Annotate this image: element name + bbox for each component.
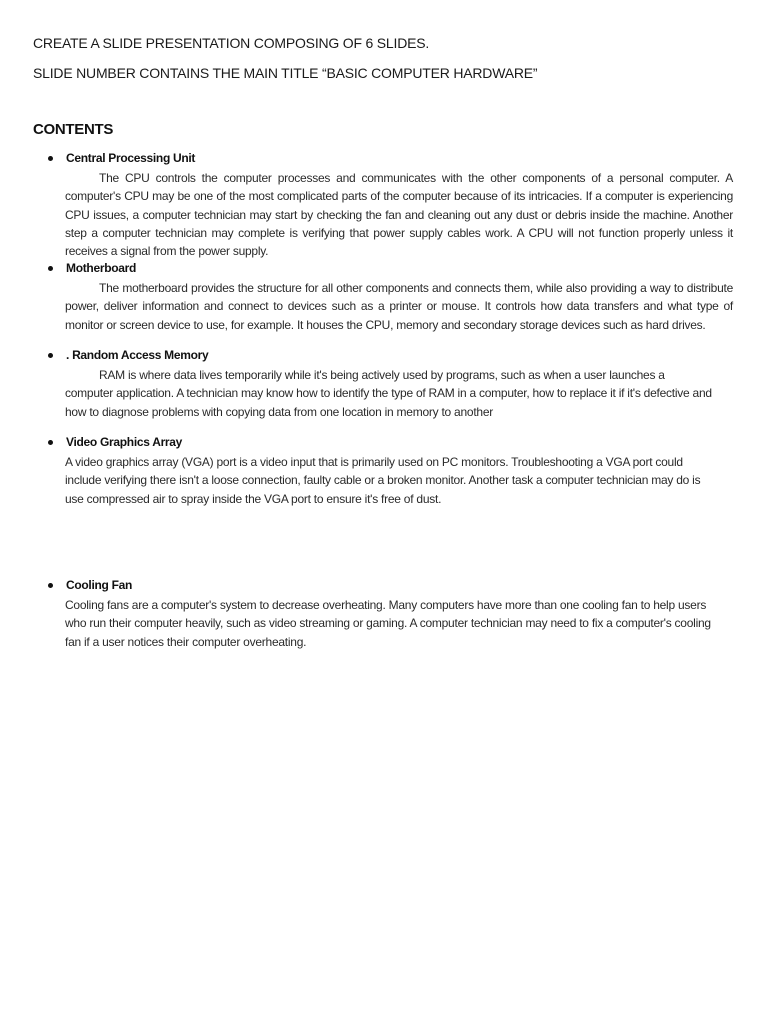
bullet-icon [48, 440, 53, 445]
item-title: Motherboard [66, 261, 137, 275]
item-body: RAM is where data lives temporarily while it's being actively used by programs, such as when a user launches a computer application. A technician may know how to identify the type of RAM in a computer, how to replace it if it's defective and how to diagnose problems with copying data from one location in memory to another [65, 368, 712, 419]
bullet-icon [48, 266, 53, 271]
item-body: The CPU controls the computer processes and communicates with the other components of a personal computer. A computer's CPU may be one of the most complicated parts of the computer because of its intricacies. If a computer is experiencing CPU issues, a computer technician may start by checking the fan and cleaning out any dust or debris inside the machine. Another step a computer technician may complete is verifying that power supply cables work. A CPU will not function properly unless it receives a signal from the power supply. [65, 171, 733, 259]
item-title: . Random Access Memory [66, 348, 209, 362]
instruction-line-2: SLIDE NUMBER CONTAINS THE MAIN TITLE “BASIC COMPUTER HARDWARE” [33, 65, 538, 81]
bullet-icon [48, 353, 53, 358]
item-title: Cooling Fan [66, 578, 133, 592]
item-title: Video Graphics Array [66, 435, 183, 449]
bullet-icon [48, 583, 53, 588]
item-title: Central Processing Unit [66, 151, 196, 165]
instruction-line-1: CREATE A SLIDE PRESENTATION COMPOSING OF 6 SLIDES. [33, 35, 430, 51]
item-body: A video graphics array (VGA) port is a video input that is primarily used on PC monitors. Troubleshooting a VGA port could include verifying there isn't a loose connection, faulty cable or a broken monitor. Another task a computer technician may do is use compressed air to spray inside the VGA port to ensure it's free of dust. [65, 455, 701, 506]
contents-heading: CONTENTS [33, 121, 114, 138]
item-body: Cooling fans are a computer's system to decrease overheating. Many computers have more than one cooling fan to help users who run their computer heavily, such as video streaming or gaming. A computer technician may need to fix a computer's cooling fan if a user notices their computer overheating. [65, 598, 711, 649]
item-body: The motherboard provides the structure for all other components and connects them, while also providing a way to distribute power, deliver information and connect to devices such as a printer or mouse. It controls how data transfers and what type of monitor or screen device to use, for example. It houses the CPU, memory and secondary storage devices such as hard drives. [65, 281, 733, 332]
bullet-icon [48, 156, 53, 161]
